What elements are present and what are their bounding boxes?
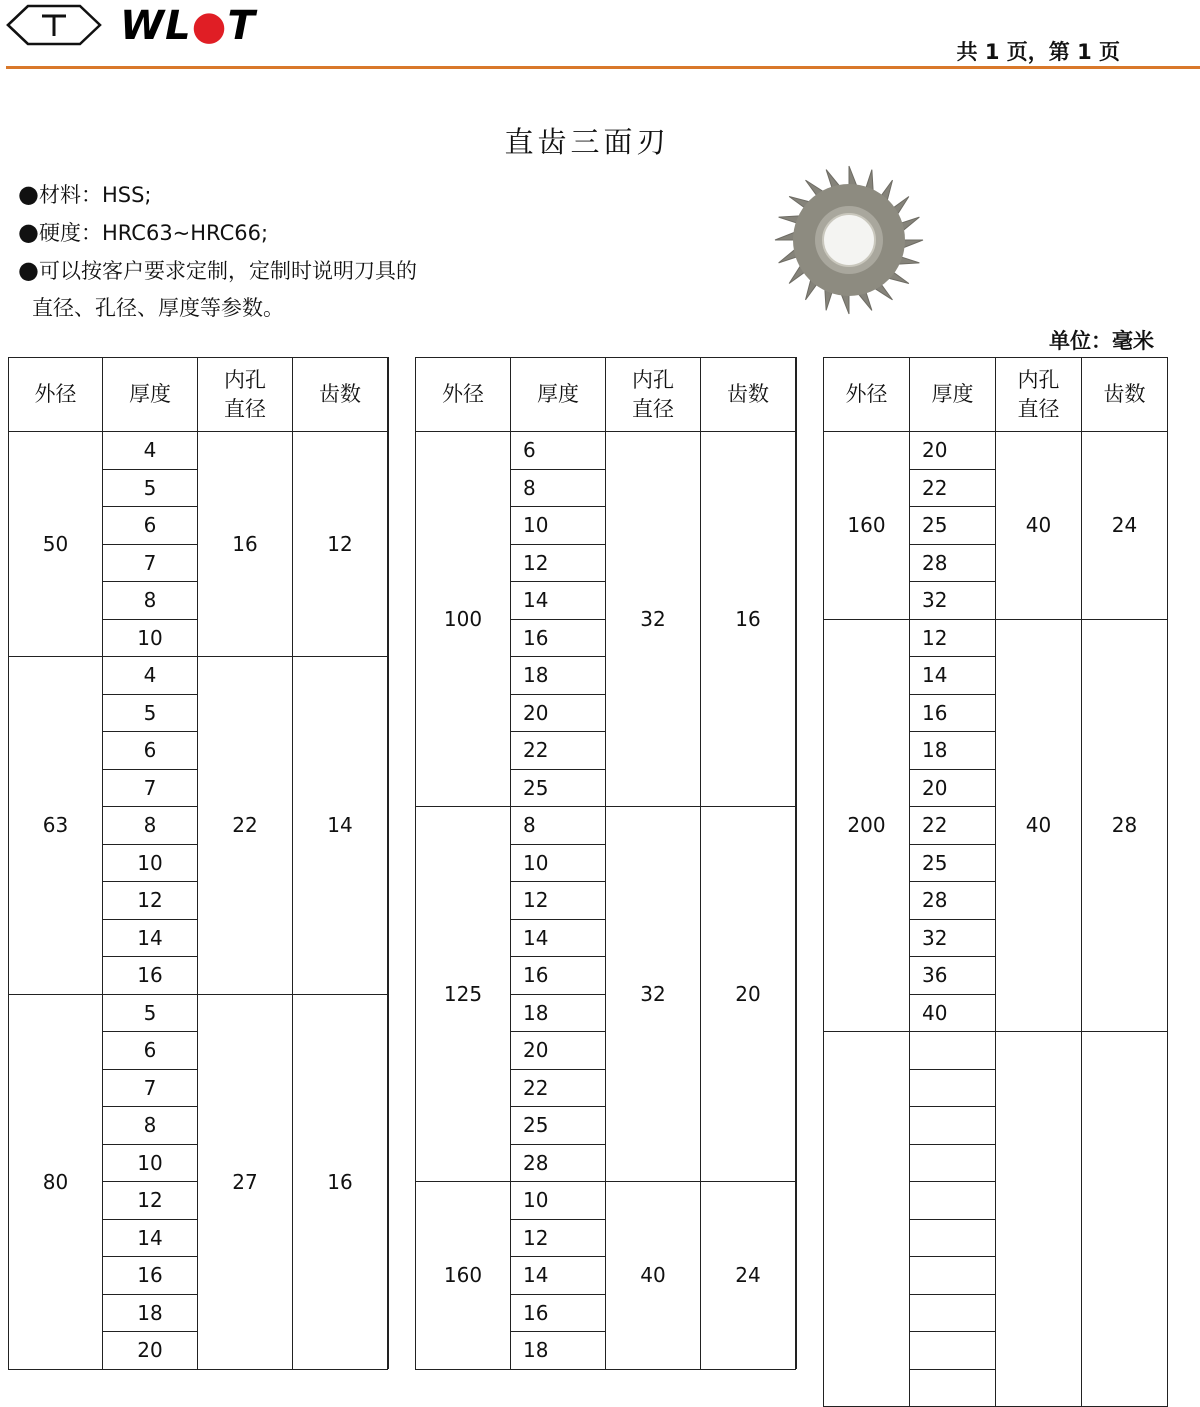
cell-teeth-count: 24 <box>1082 432 1168 620</box>
cell-thickness: 6 <box>103 507 198 545</box>
header-bore-diameter-text: 内孔 <box>1017 367 1060 392</box>
cell-thickness: 5 <box>103 694 198 732</box>
cell-thickness: 14 <box>103 919 198 957</box>
header-outer-diameter <box>416 358 511 432</box>
company-logo-text: WL●T <box>120 3 256 49</box>
table-header-row <box>824 358 1168 432</box>
page-title: 直齿三面刃 <box>504 125 670 159</box>
cell-bore-diameter <box>996 1032 1082 1407</box>
cell-thickness: 18 <box>511 994 606 1032</box>
cell-thickness: 8 <box>103 807 198 845</box>
spec-custom: ●可以按客户要求定制，定制时说明刀具的 <box>18 256 417 284</box>
cell-thickness: 20 <box>910 769 996 807</box>
cell-thickness: 8 <box>511 469 606 507</box>
cell-teeth-count: 16 <box>701 432 796 807</box>
cell-thickness: 40 <box>910 994 996 1032</box>
cell-thickness: 18 <box>103 1294 198 1332</box>
cell-thickness: 10 <box>511 1182 606 1220</box>
cell-bore-diameter: 16 <box>198 432 293 657</box>
table-row <box>824 432 1168 470</box>
cell-thickness: 25 <box>511 769 606 807</box>
column-divider <box>796 357 797 1369</box>
header-bore-diameter-text: 内孔 <box>224 367 266 392</box>
cell-thickness: 10 <box>511 507 606 545</box>
header-thickness-text: 厚度 <box>931 382 974 406</box>
cell-thickness <box>910 1257 996 1295</box>
cell-thickness <box>910 1369 996 1407</box>
cell-thickness: 8 <box>511 807 606 845</box>
cell-outer-diameter: 160 <box>416 1182 511 1370</box>
cell-thickness: 8 <box>103 582 198 620</box>
table-row <box>416 1182 796 1220</box>
cell-thickness <box>910 1294 996 1332</box>
cell-outer-diameter: 200 <box>824 619 910 1032</box>
spec-material: ●材料：HSS; <box>18 180 152 208</box>
cell-thickness <box>910 1219 996 1257</box>
cell-thickness <box>910 1182 996 1220</box>
cell-outer-diameter: 80 <box>9 994 103 1369</box>
cell-thickness: 16 <box>103 1257 198 1295</box>
cell-thickness: 8 <box>103 1107 198 1145</box>
cell-thickness: 16 <box>910 694 996 732</box>
table-row <box>824 619 1168 657</box>
header-outer-diameter <box>824 358 910 432</box>
header-bore-diameter-text: 直径 <box>224 396 266 421</box>
header-bore-diameter-text: 直径 <box>1017 396 1060 421</box>
cell-thickness: 7 <box>103 544 198 582</box>
cell-bore-diameter: 32 <box>606 432 701 807</box>
header-thickness-text: 厚度 <box>537 382 579 406</box>
cell-thickness: 20 <box>511 694 606 732</box>
cell-thickness: 10 <box>103 1144 198 1182</box>
cell-thickness: 16 <box>511 957 606 995</box>
cell-thickness: 4 <box>103 657 198 695</box>
cell-thickness: 28 <box>910 544 996 582</box>
cell-thickness: 22 <box>511 1069 606 1107</box>
cell-outer-diameter: 63 <box>9 657 103 995</box>
cell-bore-diameter: 27 <box>198 994 293 1369</box>
size-table-3 <box>823 357 1168 1407</box>
cell-thickness: 25 <box>910 507 996 545</box>
table-row <box>9 994 388 1032</box>
cell-thickness: 18 <box>511 657 606 695</box>
cell-thickness: 6 <box>103 732 198 770</box>
cell-thickness: 20 <box>910 432 996 470</box>
header-outer-diameter-text: 外径 <box>34 382 77 406</box>
cell-thickness: 7 <box>103 1069 198 1107</box>
cell-thickness: 10 <box>103 844 198 882</box>
cell-thickness: 14 <box>511 582 606 620</box>
cell-thickness: 18 <box>511 1332 606 1370</box>
table-header-row <box>416 358 796 432</box>
header-teeth-count <box>1082 358 1168 432</box>
header-bore-diameter <box>198 358 293 432</box>
table-row <box>416 432 796 470</box>
cell-thickness: 12 <box>511 1219 606 1257</box>
column-divider <box>388 357 389 1369</box>
table-row <box>9 657 388 695</box>
cell-thickness: 25 <box>910 844 996 882</box>
cell-thickness: 10 <box>511 844 606 882</box>
cell-thickness: 16 <box>511 619 606 657</box>
cell-thickness: 4 <box>103 432 198 470</box>
cell-thickness: 28 <box>511 1144 606 1182</box>
header-thickness <box>511 358 606 432</box>
header-outer-diameter-text: 外径 <box>442 382 484 406</box>
header-thickness <box>910 358 996 432</box>
spec-list <box>18 176 417 327</box>
cell-thickness <box>910 1069 996 1107</box>
table-header-row <box>9 358 388 432</box>
cell-thickness: 10 <box>103 619 198 657</box>
cell-thickness: 5 <box>103 994 198 1032</box>
cell-thickness: 14 <box>511 919 606 957</box>
spec-custom-continued: 直径、孔径、厚度等参数。 <box>32 296 284 320</box>
cell-outer-diameter: 160 <box>824 432 910 620</box>
cell-teeth-count: 20 <box>701 807 796 1182</box>
cell-outer-diameter: 100 <box>416 432 511 807</box>
size-table-1 <box>8 357 388 1370</box>
table-row <box>9 432 388 470</box>
cell-thickness: 6 <box>511 432 606 470</box>
header-teeth-count <box>701 358 796 432</box>
company-logo-mark <box>6 2 102 48</box>
table-row <box>416 807 796 845</box>
cell-thickness: 20 <box>103 1332 198 1370</box>
cell-thickness: 14 <box>103 1219 198 1257</box>
cell-thickness: 7 <box>103 769 198 807</box>
header-outer-diameter <box>9 358 103 432</box>
cell-thickness: 12 <box>511 544 606 582</box>
header-teeth-count <box>293 358 388 432</box>
cell-thickness: 32 <box>910 919 996 957</box>
cell-thickness: 32 <box>910 582 996 620</box>
cell-bore-diameter: 40 <box>606 1182 701 1370</box>
cell-thickness: 12 <box>910 619 996 657</box>
cell-thickness: 28 <box>910 882 996 920</box>
header-divider <box>6 66 1200 69</box>
cell-thickness: 12 <box>103 882 198 920</box>
cell-teeth-count: 28 <box>1082 619 1168 1032</box>
header-teeth-count-text: 齿数 <box>1103 382 1146 406</box>
cell-bore-diameter: 22 <box>198 657 293 995</box>
cell-thickness: 22 <box>910 469 996 507</box>
milling-cutter-image <box>766 165 932 315</box>
header-bore-diameter <box>606 358 701 432</box>
header-teeth-count-text: 齿数 <box>727 382 769 406</box>
header-bore-diameter-text: 内孔 <box>632 367 674 392</box>
cell-thickness <box>910 1144 996 1182</box>
cell-thickness: 20 <box>511 1032 606 1070</box>
cell-thickness: 36 <box>910 957 996 995</box>
table-row <box>824 1032 1168 1070</box>
cell-thickness: 18 <box>910 732 996 770</box>
cell-teeth-count: 24 <box>701 1182 796 1370</box>
cell-thickness: 14 <box>511 1257 606 1295</box>
cell-thickness: 5 <box>103 469 198 507</box>
cell-bore-diameter: 32 <box>606 807 701 1182</box>
cell-outer-diameter <box>824 1032 910 1407</box>
cell-teeth-count: 14 <box>293 657 388 995</box>
unit-label: 单位：毫米 <box>1049 329 1154 353</box>
cell-outer-diameter: 125 <box>416 807 511 1182</box>
cell-thickness: 14 <box>910 657 996 695</box>
cell-thickness: 12 <box>103 1182 198 1220</box>
cell-bore-diameter: 40 <box>996 619 1082 1032</box>
cell-outer-diameter: 50 <box>9 432 103 657</box>
cell-thickness: 6 <box>103 1032 198 1070</box>
cell-teeth-count: 12 <box>293 432 388 657</box>
cell-thickness: 16 <box>103 957 198 995</box>
header-teeth-count-text: 齿数 <box>319 382 361 406</box>
cell-teeth-count <box>1082 1032 1168 1407</box>
cell-thickness: 12 <box>511 882 606 920</box>
cell-thickness <box>910 1107 996 1145</box>
cell-thickness: 16 <box>511 1294 606 1332</box>
spec-hardness: ●硬度：HRC63~HRC66; <box>18 218 269 246</box>
size-table-2 <box>415 357 796 1370</box>
cell-teeth-count: 16 <box>293 994 388 1369</box>
header-bore-diameter <box>996 358 1082 432</box>
header-outer-diameter-text: 外径 <box>845 382 888 406</box>
cell-bore-diameter: 40 <box>996 432 1082 620</box>
cell-thickness <box>910 1032 996 1070</box>
cell-thickness: 22 <box>511 732 606 770</box>
cell-thickness <box>910 1332 996 1370</box>
header-bore-diameter-text: 直径 <box>632 396 674 421</box>
header-thickness <box>103 358 198 432</box>
header-thickness-text: 厚度 <box>129 382 171 406</box>
page-info: 共 1 页，第 1 页 <box>956 40 1120 64</box>
cell-thickness: 22 <box>910 807 996 845</box>
cell-thickness: 25 <box>511 1107 606 1145</box>
